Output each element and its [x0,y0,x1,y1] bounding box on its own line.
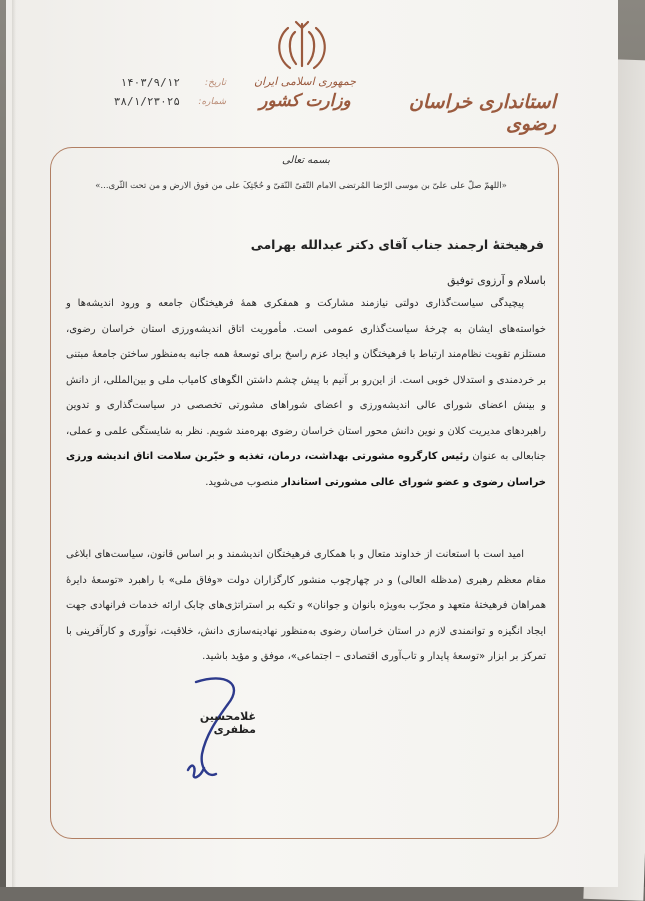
page-edge-shadow [12,0,16,887]
letter-page [6,0,618,887]
basmala: بسمه تعالی [281,155,331,166]
signatory-name: غلامحسین مظفری [199,710,256,736]
date-label: تاریخ: [205,78,226,88]
governorate-name: استانداری خراسان رضوی [408,91,556,135]
greeting: باسلام و آرزوی توفیق [447,274,546,287]
body-paragraph-1 [66,291,546,495]
number-row [76,95,226,111]
opening-prayer: «اللهمّ صلّ علی علیّ بن موسی الرّضا المُرتضی الامام التّقیّ النّقیّ و حُجّتِکَ علی من فوق الارض و من تحت الثّری...» [95,181,507,191]
republic-name: جمهوری اسلامی ایران [253,75,357,88]
appointment-title: رئیس کارگروه مشورتی بهداشت، درمان، تغذیه و خیّرین سلامت اتاق اندیشه ورزی خراسان رضوی و عضو شورای عالی مشورتی استاندار [66,451,546,488]
iran-emblem-icon [270,18,334,72]
date-value: ۱۴۰۳/۹/۱۲ [120,76,180,89]
paragraph-1-text: پیچیدگی سیاست‌گذاری دولتی نیازمند مشارکت و همفکری همهٔ فرهیختگان جامعه و ورود اندیشه‌ها و خواسته‌های ایشان به چرخهٔ سیاست‌گذاری عمومی است. مأموریت اتاق اندیشه‌ورزی استان خراسان رضوی، مستلزم تقویت نظام‌مند ارتباط با فرهیختگان و ایجاد عزم راسخ برای توسعهٔ همه جانبه به‌منظور ساختن جامعهٔ مبتنی بر خردمندی و استدلال خوبی است. از این‌رو بر آنیم با پیش چشم داشتن الگوهای کامیاب ملی و بین‌المللی، از دانش و بینش اعضای شورای عالی اندیشه‌ورزی و اعضای شوراهای مشورتی تخصصی در سیاست‌گذاری و تدوین راهبردهای مدیریت کلان و نوین دانش محور استان خراسان رضوی بهره‌مند شویم. نظر به شایستگی علمی و عملی، جنابعالی به عنوان [66,298,546,462]
body-paragraph-2: امید است با استعانت از خداوند متعال و با همکاری فرهیختگان اندیشمند و بر اساس قانون، سیاست‌های ابلاغی مقام معظم رهبری (مدظله العالی) و در چهارچوب منشور کارگزاران دولت «وفاق ملی» با راهبرد «توسعهٔ دایرهٔ همراهان فرهیختهٔ متعهد و مجرّب به‌ویژه بانوان و جوانان» و تکیه بر استراتژی‌های چابک ارائه خدمات فرانهادی جهت ایجاد انگیزه و توانمندی لازم در استان خراسان رضوی به‌منظور نهادینه‌سازی دانش، خلاقیت، نوآوری و کارآفرینی با تمرکز بر ابزار «توسعهٔ پایدار و تاب‌آوری اقتصادی – اجتماعی»، موفق و مؤید باشید. [66,549,546,662]
paragraph-1-tail: منصوب می‌شوید. [205,476,282,488]
date-row [76,76,226,92]
ministry-name: وزارت کشور [259,91,351,111]
number-label: شماره: [198,97,226,107]
number-value: ۳۸/۱/۲۳۰۲۵ [113,95,180,108]
recipient-title: فرهیختهٔ ارجمند جناب آقای دکتر عبدالله بهرامی [250,237,544,252]
